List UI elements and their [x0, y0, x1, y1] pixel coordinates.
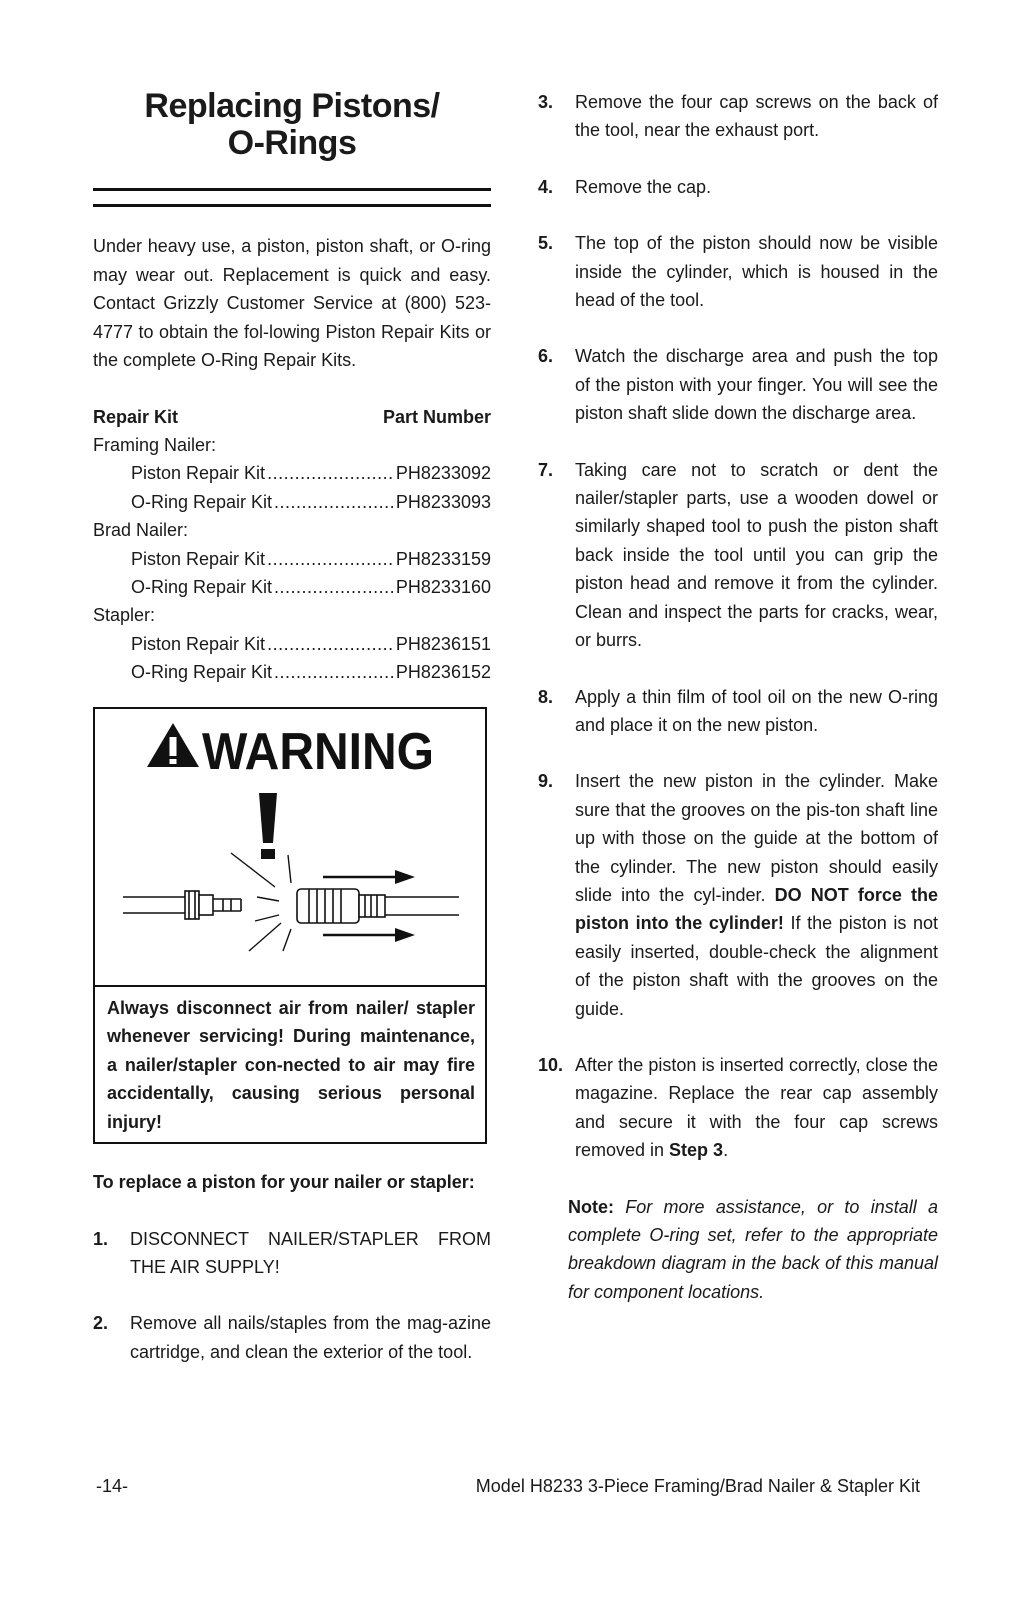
title-line-2: O-Rings [227, 124, 357, 162]
kit-group-name: Brad Nailer: [93, 520, 189, 541]
kit-part-number: PH8236152 [395, 662, 491, 683]
step-text: Apply a thin film of tool oil on the new O-ring and place it on the new piston. [575, 686, 938, 735]
step-number: 8. [538, 686, 554, 707]
step-9 [538, 767, 938, 1023]
step-text: Watch the discharge area and push the top of the piston with your finger. You will see the piston shaft slide down the discharge area. [575, 346, 938, 424]
repair-kit-table [93, 403, 491, 687]
intro-paragraph: Under heavy use, a piston, piston shaft, or O-ring may wear out. Replacement is quick and easy. Contact Grizzly Customer Service at (800) 523-4777 to obtain the fol-lowing Piston Repair Kits or the complete O-Ring Repair Kits. [93, 236, 491, 370]
leader-dots [267, 459, 394, 487]
title-rule-bottom [93, 204, 491, 207]
step-2 [93, 1309, 491, 1366]
arrow-right-icon [323, 870, 415, 884]
right-column [538, 88, 938, 1324]
leader-dots [267, 545, 394, 573]
page-number: -14- [96, 1476, 129, 1496]
kit-group-brad [93, 516, 491, 601]
kit-header-right: Part Number [382, 406, 491, 427]
step-7 [538, 456, 938, 655]
warning-heading: WARNING [202, 722, 434, 781]
kit-row [93, 658, 491, 686]
note-text: For more assistance, or to install a complete O-ring set, refer to the appropriate breakdown diagram in the back of this manual for component locations. [568, 1196, 938, 1302]
kit-part-number: PH8233092 [395, 463, 491, 484]
kit-row [93, 573, 491, 601]
step-text: Remove all nails/staples from the mag-azine cartridge, and clean the exterior of the tool. [130, 1313, 491, 1362]
warning-illustration [95, 709, 485, 987]
kit-header-left: Repair Kit [93, 406, 179, 427]
warning-triangle-icon [147, 723, 199, 767]
kit-group-stapler [93, 601, 491, 686]
step-text [575, 1051, 938, 1165]
kit-table-header [93, 403, 491, 431]
procedure-subheading: To replace a piston for your nailer or stapler: [93, 1172, 475, 1193]
step-number: 6. [538, 346, 554, 367]
step-8 [538, 683, 938, 740]
kit-name: Piston Repair Kit [131, 633, 266, 654]
page-title [93, 88, 491, 162]
kit-group-framing [93, 431, 491, 516]
step-number: 4. [538, 176, 554, 197]
kit-part-number: PH8233159 [395, 548, 491, 569]
note-label: Note: [568, 1196, 614, 1217]
step-number: 2. [93, 1313, 109, 1334]
step-number: 9. [538, 771, 554, 792]
kit-row [93, 630, 491, 658]
kit-group-name: Framing Nailer: [93, 434, 217, 455]
kit-name: O-Ring Repair Kit [131, 662, 273, 683]
step-text-part: . [723, 1140, 729, 1161]
step-text-part: Insert the new piston in the cylinder. Make sure that the grooves on the pis-ton shaft line up with those on the guide at the bottom of the cylinder. The new piston should easily slide into the cyl-inder. [575, 771, 938, 905]
step-3 [538, 88, 938, 145]
kit-group-name: Stapler: [93, 605, 156, 626]
step-number: 7. [538, 459, 554, 480]
air-coupler-female-icon [297, 889, 459, 923]
step-text: Taking care not to scratch or dent the nailer/stapler parts, use a wooden dowel or similarly shaped tool to push the piston shaft back inside the tool until you can grip the piston head and remove it from the cylinder. Clean and inspect the parts for cracks, wear, or burrs. [575, 459, 938, 651]
step-caution: DO NOT force the piston into the cylinder! [575, 884, 939, 934]
step-text [575, 767, 938, 1023]
note-paragraph [568, 1193, 938, 1307]
leader-dots [274, 488, 394, 516]
kit-part-number: PH8236151 [395, 633, 491, 654]
step-10 [538, 1051, 938, 1165]
kit-name: O-Ring Repair Kit [131, 491, 273, 512]
title-line-1: Replacing Pistons/ [144, 87, 440, 125]
arrow-right-icon [323, 928, 415, 942]
step-number: 1. [93, 1228, 109, 1249]
exclamation-icon [259, 793, 277, 859]
step-6 [538, 342, 938, 427]
title-rule-top [93, 188, 491, 191]
left-column [93, 88, 491, 1366]
step-5 [538, 229, 938, 314]
warning-message: Always disconnect air from nailer/ stapler whenever servicing! During maintenance, a nailer/stapler con-nected to air may fire accidentally, causing serious personal injury! [107, 997, 475, 1132]
step-text: DISCONNECT NAILER/STAPLER FROM THE AIR SUPPLY! [130, 1228, 491, 1277]
step-text: Remove the cap. [575, 176, 712, 197]
step-1 [93, 1225, 491, 1282]
step-text-part: If the piston is not easily inserted, double-check the alignment of the piston shaft with the grooves on the guide. [575, 913, 938, 1019]
step-text: Remove the four cap screws on the back of the tool, near the exhaust port. [575, 92, 938, 141]
step-reference: Step 3 [669, 1140, 724, 1161]
kit-name: Piston Repair Kit [131, 548, 266, 569]
kit-row [93, 459, 491, 487]
kit-part-number: PH8233093 [395, 491, 491, 512]
kit-row [93, 488, 491, 516]
step-number: 3. [538, 92, 554, 112]
leader-dots [274, 658, 394, 686]
air-fitting-male-icon [123, 891, 241, 919]
step-text-part: After the piston is inserted correctly, close the magazine. Replace the rear cap assembly and secure it with the four cap screws removed in [575, 1054, 938, 1161]
kit-name: O-Ring Repair Kit [131, 576, 273, 597]
step-text: The top of the piston should now be visible inside the cylinder, which is housed in the head of the tool. [575, 233, 938, 311]
kit-name: Piston Repair Kit [131, 463, 266, 484]
step-number: 10. [538, 1054, 564, 1075]
kit-row [93, 545, 491, 573]
warning-box [93, 707, 487, 1145]
leader-dots [267, 630, 394, 658]
step-4 [538, 173, 938, 201]
spark-lines-icon [231, 853, 291, 951]
warning-graphic [95, 709, 485, 985]
kit-part-number: PH8233160 [395, 576, 491, 597]
step-number: 5. [538, 233, 554, 254]
footer-model: Model H8233 3-Piece Framing/Brad Nailer & Stapler Kit [475, 1476, 920, 1496]
leader-dots [274, 573, 394, 601]
